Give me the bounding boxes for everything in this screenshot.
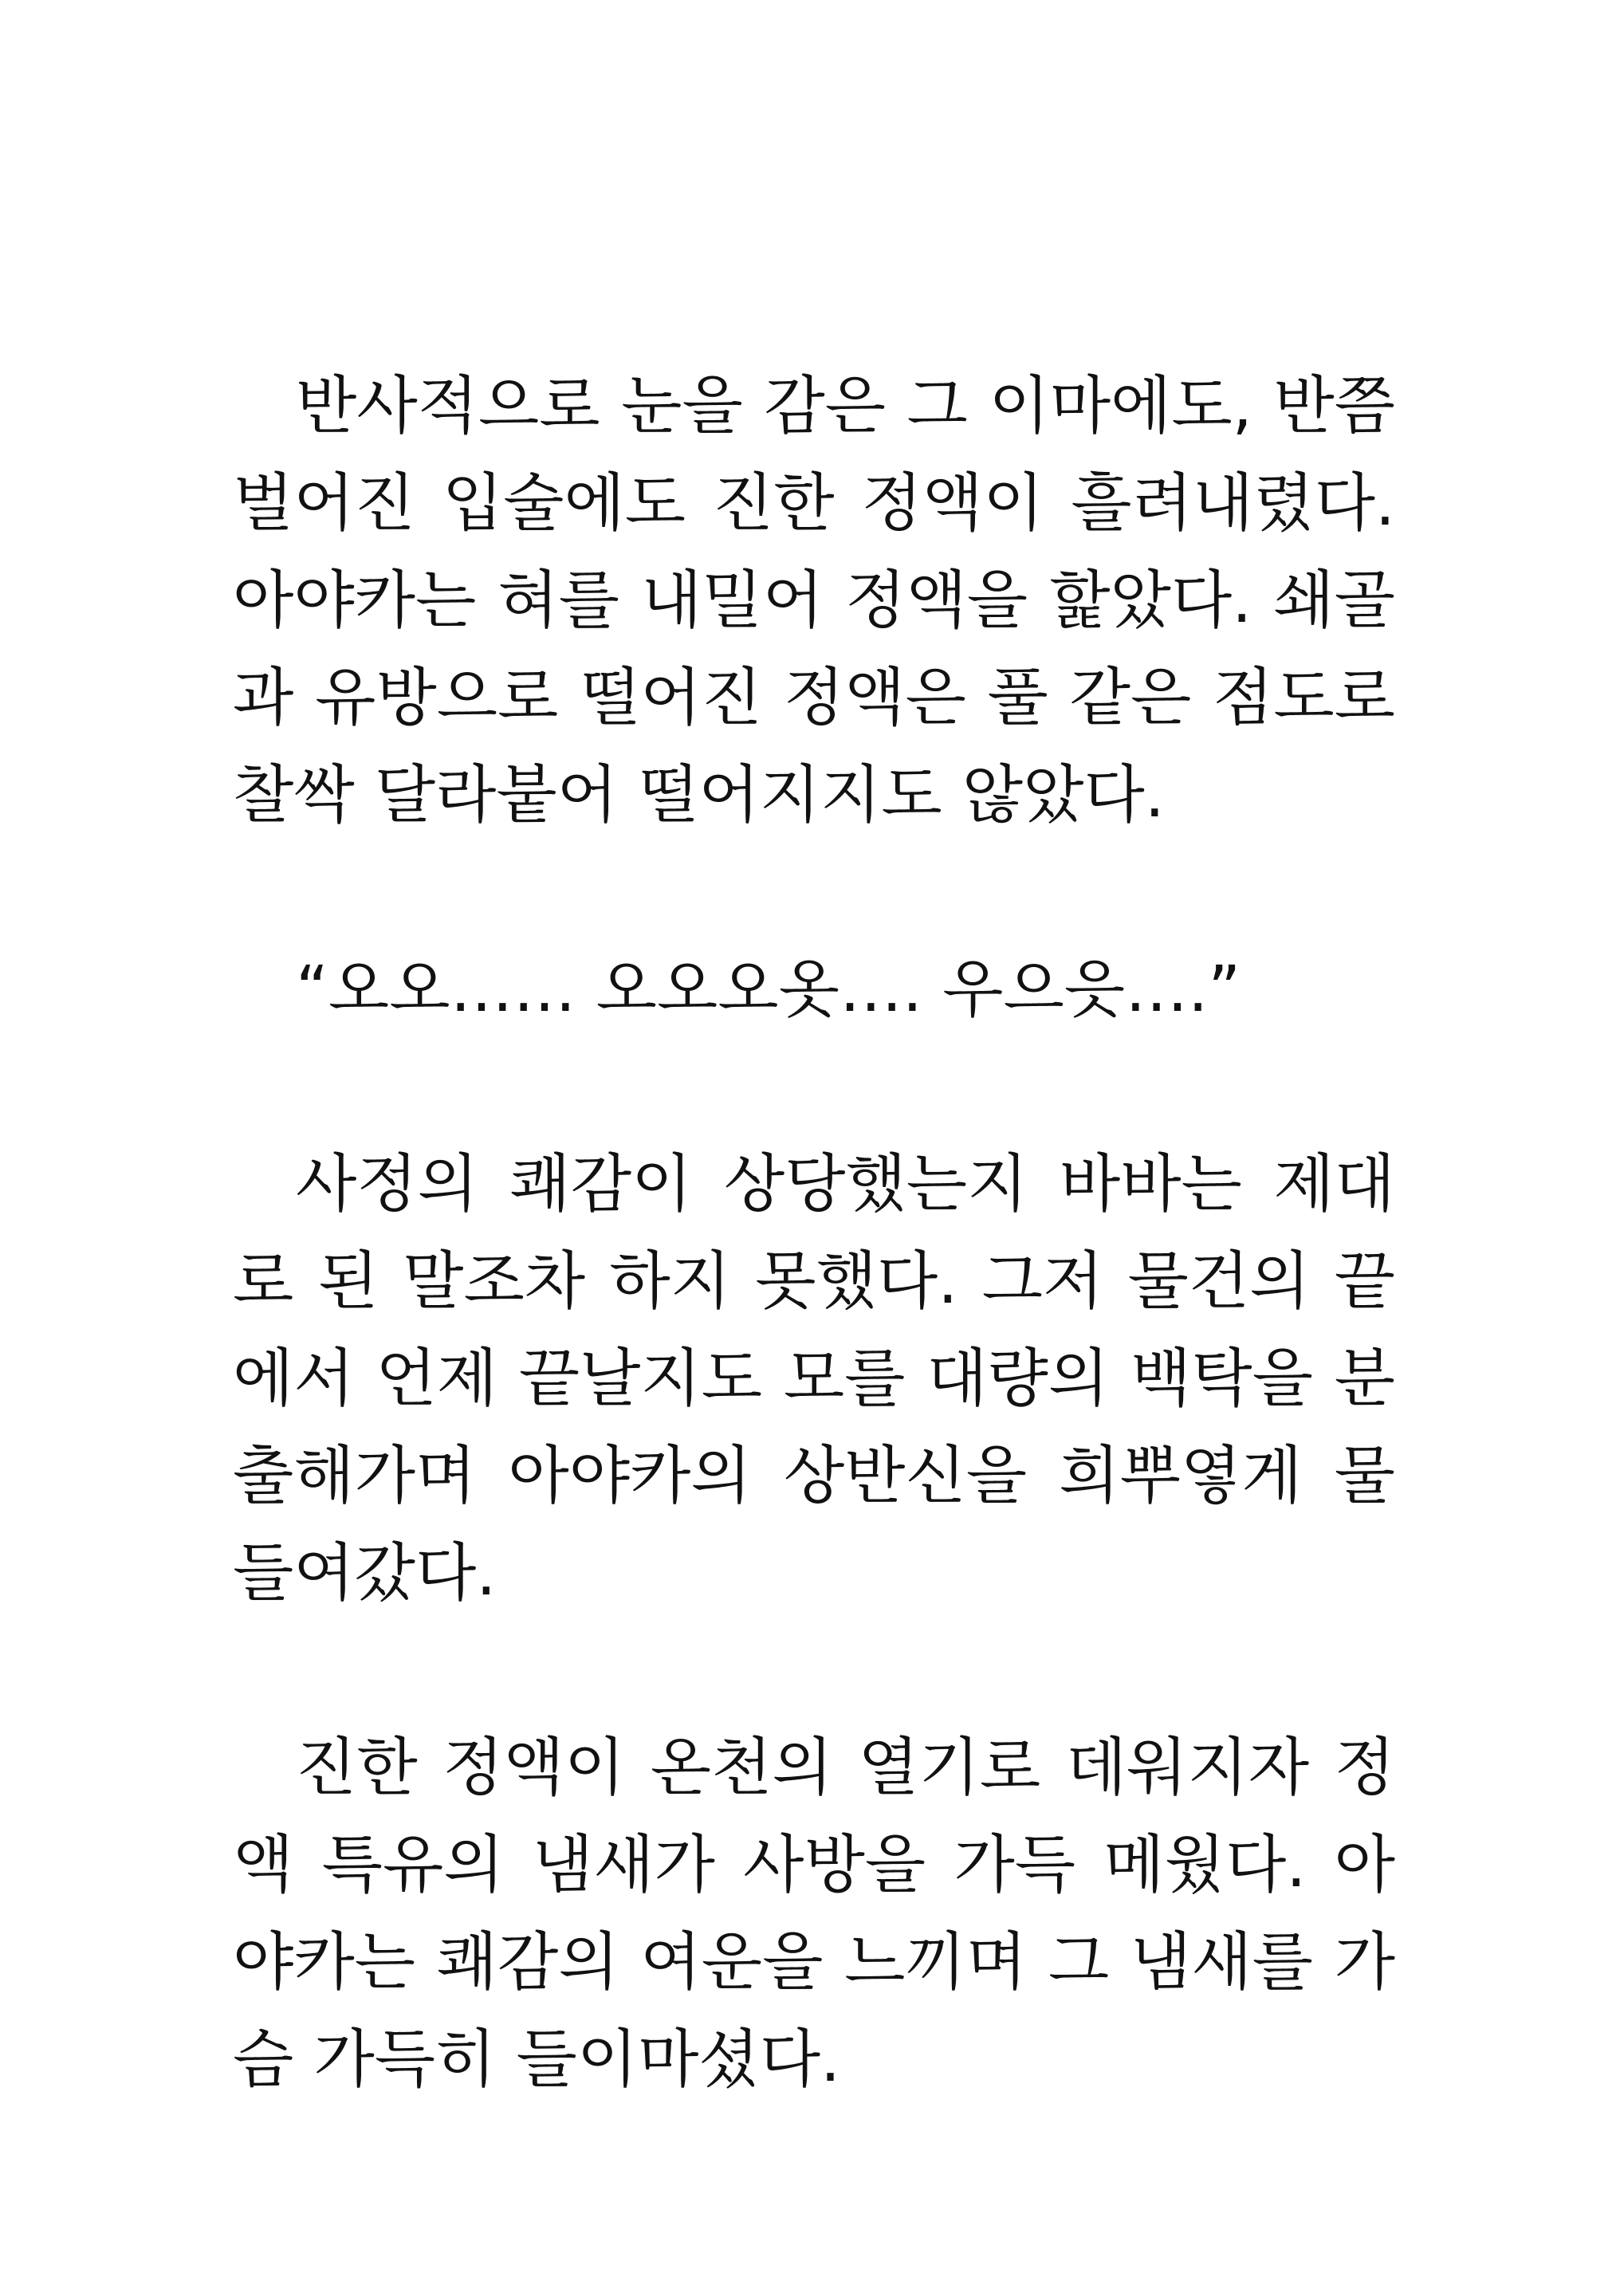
paragraph-3: 진한 정액이 온천의 열기로 데워지자 정액 특유의 냄새가 사방을 가득 메웠다. 아야카는 쾌감의 여운을 느끼며 그 냄새를 가슴 가득히 들이마셨다. [233, 1731, 1395, 2096]
document-page [233, 357, 1395, 2108]
paragraph-spacer [233, 843, 1395, 941]
paragraph-1: 반사적으로 눈을 감은 그 이마에도, 반쯤 벌어진 입술에도 진한 정액이 흘려내렸다. 아야카는 혀를 내밀어 정액을 핥았다. 쇄골과 유방으로 떨어진 정액은 풀 같은 점도로 찰싹 달라붙어 떨어지지도 않았다. [233, 369, 1395, 832]
paragraph-spacer [233, 1038, 1395, 1135]
dialogue-line: “오오…… 오오오옷…. 우으읏….” [296, 953, 1241, 1026]
paragraph-2: 사정의 쾌감이 상당했는지 바바는 제대로 된 말조차 하지 못했다. 그저 물건의 끝에서 언제 끝날지도 모를 대량의 백탁을 분출해가며 아야카의 상반신을 희뿌옇게 물들여갔다. [233, 1147, 1395, 1610]
paragraph-spacer [233, 1622, 1395, 1719]
